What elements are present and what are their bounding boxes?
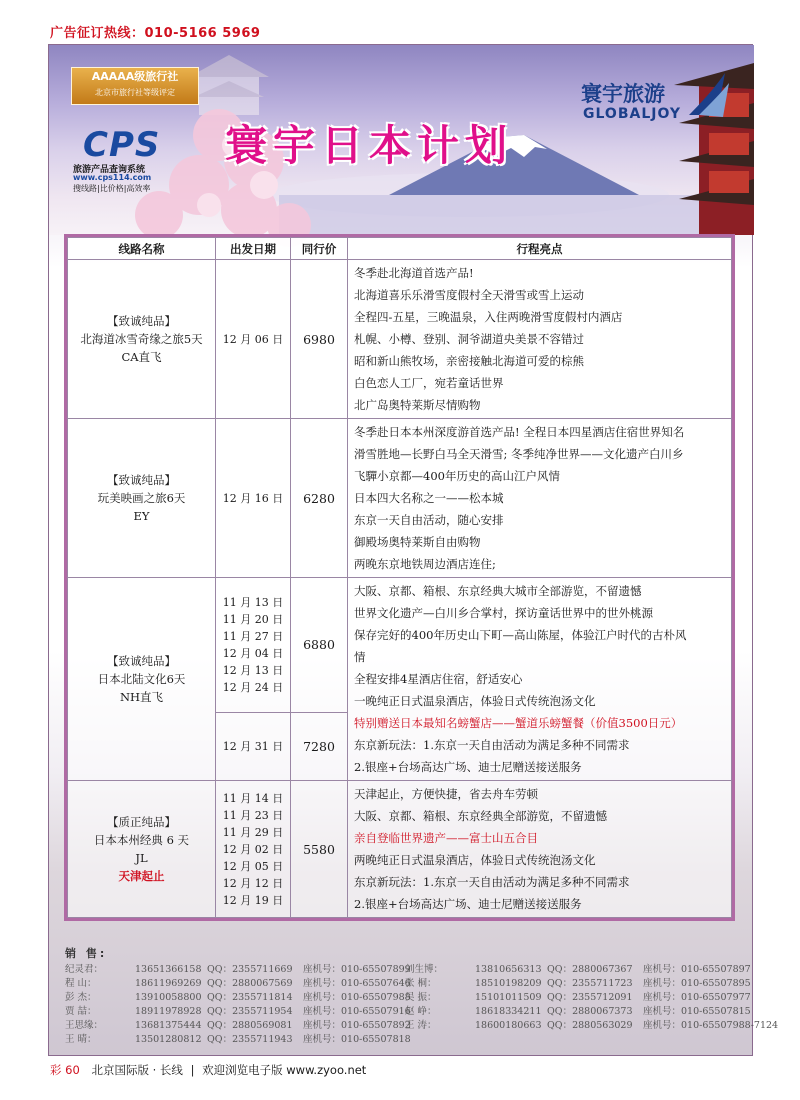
edition-label: 北京国际版 · 长线 <box>91 1063 183 1077</box>
sales-landline: 座机号：010-65507977 <box>643 992 751 1003</box>
sales-landline: 座机号：010-65507892 <box>303 1020 411 1031</box>
sales-landline: 座机号：010-65507916 <box>303 1006 411 1017</box>
highlight-line: 飞驒小京都—400年历史的高山江户风情 <box>354 469 560 483</box>
highlight-line: 一晚纯正日式温泉酒店，体验日式传统泡汤文化 <box>354 694 596 708</box>
highlight-line: 滑雪胜地—长野白马全天滑雪; 冬季纯净世界——文化遗产白川乡 <box>354 447 684 461</box>
sales-heading: 销 售: <box>65 947 108 960</box>
footer-website: 欢迎浏览电子版 www.zyoo.net <box>202 1063 367 1077</box>
departure-date-cell: 12 月 31 日 <box>216 712 291 780</box>
route-title: 日本北陆文化6天 <box>97 672 186 686</box>
route-name-cell <box>68 260 216 419</box>
highlight-line: 情 <box>354 650 366 664</box>
sales-qq: QQ：2880067367 <box>547 964 633 975</box>
sales-name: 赵 峥： <box>405 1006 437 1017</box>
route-brand: 【致诚纯品】 <box>107 654 176 668</box>
route-name-cell <box>68 419 216 578</box>
departure-date: 11 月 20 日 <box>222 612 284 626</box>
departure-date: 12 月 05 日 <box>222 859 284 873</box>
sales-name: 程 山： <box>65 978 97 989</box>
aaaaa-badge <box>71 67 199 105</box>
route-brand: 【致诚纯品】 <box>107 314 176 328</box>
highlight-line-promo: 特别赠送日本最知名螃蟹店——蟹道乐螃蟹餐（价值3500日元） <box>354 716 683 730</box>
price-cell: 6880 <box>291 578 348 713</box>
sales-landline: 座机号：010-65507988-7124 <box>643 1020 779 1031</box>
departure-date: 12 月 02 日 <box>222 842 284 856</box>
cps-logo: CPS <box>83 125 161 165</box>
route-airline: CA直飞 <box>121 350 162 364</box>
highlight-line: 天津起止，方便快捷，省去舟车劳顿 <box>354 787 538 801</box>
route-table <box>67 237 732 918</box>
sales-qq: QQ：2355711943 <box>207 1034 293 1045</box>
sales-qq: QQ：2880569081 <box>207 1020 293 1031</box>
sales-name: 王思缘： <box>65 1020 104 1031</box>
departure-date: 12 月 24 日 <box>222 680 284 694</box>
globaljoy-brand-cn: 寰宇旅游 <box>581 82 665 106</box>
cps-website: www.cps114.com <box>73 173 152 182</box>
highlight-line: 保存完好的400年历史山下町—高山陈屋，体验江户时代的古朴风 <box>354 628 687 642</box>
highlight-line: 两晚东京地铁周边酒店连住; <box>354 557 496 571</box>
highlight-line: 东京新玩法：1.东京一天自由活动为满足多种不同需求 <box>354 738 630 752</box>
highlight-line: 2.银座+台场高达广场、迪士尼赠送接送服务 <box>354 897 582 911</box>
highlight-line: 世界文化遗产—白川乡合掌村，探访童话世界中的世外桃源 <box>354 606 653 620</box>
sales-mobile: 18611969269 <box>135 978 202 989</box>
departure-date: 11 月 13 日 <box>222 595 284 609</box>
highlights-cell <box>348 578 732 781</box>
highlights-cell <box>348 419 732 578</box>
sales-landline: 座机号：010-65507988 <box>303 992 411 1003</box>
table-row <box>68 260 732 419</box>
sales-row <box>65 1019 779 1033</box>
sales-mobile: 13651366158 <box>135 964 202 975</box>
highlight-line: 东京新玩法：1.东京一天自由活动为满足多种不同需求 <box>354 875 630 889</box>
highlight-line-promo: 亲自登临世界遗产——富士山五合目 <box>354 831 538 845</box>
sales-qq: QQ：2355712091 <box>547 992 633 1003</box>
route-name-cell <box>68 578 216 781</box>
route-airline: NH直飞 <box>119 690 164 704</box>
banner <box>49 45 754 235</box>
route-brand: 【质正纯品】 <box>107 815 176 829</box>
sales-mobile: 15101011509 <box>475 992 542 1003</box>
route-airline: EY <box>133 509 150 523</box>
departure-date: 11 月 27 日 <box>222 629 284 643</box>
cps-slogan: 搜线路|比价格|高效率 <box>73 184 151 193</box>
header-peer-price: 同行价 <box>291 238 348 260</box>
sales-landline: 座机号：010-65507818 <box>303 1034 411 1045</box>
highlights-cell <box>348 260 732 419</box>
highlight-line: 大阪、京都、箱根、东京经典全部游览，不留遗憾 <box>354 809 607 823</box>
departure-date: 11 月 23 日 <box>222 808 284 822</box>
price-cell: 5580 <box>291 781 348 918</box>
price-cell: 6280 <box>291 419 348 578</box>
highlight-line: 东京一天自由活动，随心安排 <box>354 513 504 527</box>
sales-name: 王 涛： <box>405 1020 437 1031</box>
cps-tagline: 旅游产品查询系统 <box>73 165 146 175</box>
route-airline: JL <box>135 851 148 865</box>
sales-landline: 座机号：010-65507815 <box>643 1006 751 1017</box>
sales-mobile: 13810656313 <box>475 964 542 975</box>
sales-row <box>65 1005 751 1019</box>
highlight-line: 日本四大名称之一——松本城 <box>354 491 504 505</box>
highlight-line: 御殿场奥特莱斯自由购物 <box>354 535 481 549</box>
castle-illustration <box>189 55 269 115</box>
highlight-line: 冬季赴北海道首选产品! <box>354 266 474 280</box>
sales-qq: QQ：2880067569 <box>207 978 293 989</box>
departure-date: 12 月 19 日 <box>222 893 284 907</box>
table-row <box>68 419 732 578</box>
header-route-name: 线路名称 <box>68 238 216 260</box>
sales-mobile: 13681375444 <box>135 1020 202 1031</box>
departure-date-cell <box>216 578 291 713</box>
sales-name: 贾 喆： <box>65 1006 97 1017</box>
highlight-line: 白色恋人工厂，宛若童话世界 <box>354 376 504 390</box>
highlight-line: 冬季赴日本本州深度游首选产品! 全程日本四星酒店住宿世界知名 <box>354 425 685 439</box>
sales-contacts <box>65 945 779 1047</box>
sales-qq: QQ：2355711669 <box>207 964 293 975</box>
sales-name: 张 桐： <box>405 978 437 989</box>
page-frame <box>48 44 779 1056</box>
departure-date: 12 月 13 日 <box>222 663 284 677</box>
sales-landline: 座机号：010-65507646 <box>303 978 411 989</box>
footer-separator: | <box>190 1063 195 1077</box>
highlight-line: 昭和新山熊牧场，亲密接触北海道可爱的棕熊 <box>354 354 584 368</box>
route-brand: 【致诚纯品】 <box>107 473 176 487</box>
highlight-line: 全程四-五星，三晚温泉，入住两晚滑雪度假村内酒店 <box>354 310 623 324</box>
sales-name: 吴 振： <box>405 992 437 1003</box>
badge-subtitle: 北京市旅行社等级评定 <box>95 88 175 97</box>
sales-row <box>65 991 751 1005</box>
departure-date-cell <box>216 781 291 918</box>
departure-date: 11 月 29 日 <box>222 825 284 839</box>
sales-qq: QQ：2880067373 <box>547 1006 633 1017</box>
highlights-cell <box>348 781 732 918</box>
departure-date: 12 月 04 日 <box>222 646 284 660</box>
price-cell: 7280 <box>291 712 348 780</box>
sales-qq: QQ：2880563029 <box>547 1020 633 1031</box>
sales-landline: 座机号：010-65507895 <box>643 978 751 989</box>
highlight-line: 大阪、京都、箱根、东京经典大城市全部游览，不留遗憾 <box>354 584 642 598</box>
sales-mobile: 18911978928 <box>135 1006 202 1017</box>
sales-name: 彭 杰： <box>65 992 97 1003</box>
route-title: 日本本州经典 6 天 <box>93 833 190 847</box>
sales-mobile: 13501280812 <box>135 1034 202 1045</box>
highlight-line: 札幌、小樽、登别、洞爷湖道央美景不容错过 <box>354 332 584 346</box>
sales-mobile: 13910058800 <box>135 992 202 1003</box>
badge-title: AAAAA级旅行社 <box>91 70 179 83</box>
page-footer <box>50 1062 366 1078</box>
highlight-line: 全程安排4星酒店住宿，舒适安心 <box>354 672 523 686</box>
departure-date: 12 月 12 日 <box>222 876 284 890</box>
table-row <box>68 578 732 713</box>
header-departure-date: 出发日期 <box>216 238 291 260</box>
sales-row <box>65 1033 745 1047</box>
header-highlights: 行程亮点 <box>348 238 732 260</box>
ad-hotline: 广告征订热线：010-5166 5969 <box>50 26 261 41</box>
sales-row <box>65 977 751 991</box>
table-header-row <box>68 238 732 260</box>
departure-date: 11 月 14 日 <box>222 791 284 805</box>
highlight-line: 北海道喜乐乐滑雪度假村全天滑雪或雪上运动 <box>354 288 584 302</box>
highlight-line: 2.银座+台场高达广场、迪士尼赠送接送服务 <box>354 760 582 774</box>
sales-mobile: 18618334211 <box>475 1006 542 1017</box>
highlight-line: 北广岛奥特莱斯尽情购物 <box>354 398 481 412</box>
sales-mobile: 18600180663 <box>475 1020 542 1031</box>
sales-landline: 座机号：010-65507899 <box>303 964 411 975</box>
sales-qq: QQ：2355711954 <box>207 1006 293 1017</box>
sales-qq: QQ：2355711814 <box>207 992 293 1003</box>
page-number: 彩 60 <box>50 1063 80 1077</box>
departure-date-cell: 12 月 06 日 <box>216 260 291 419</box>
departure-date-cell: 12 月 16 日 <box>216 419 291 578</box>
globaljoy-brand-en: GLOBALJOY <box>583 106 681 122</box>
price-cell: 6980 <box>291 260 348 419</box>
table-row <box>68 781 732 918</box>
sales-qq: QQ：2355711723 <box>547 978 633 989</box>
route-title: 玩美映画之旅6天 <box>97 491 186 505</box>
highlight-line: 两晚纯正日式温泉酒店，体验日式传统泡汤文化 <box>354 853 596 867</box>
route-title: 北海道冰雪奇缘之旅5天 <box>80 332 203 346</box>
sales-landline: 座机号：010-65507897 <box>643 964 751 975</box>
page-title: 寰宇日本计划 <box>225 121 514 170</box>
sales-name: 纪灵君： <box>65 964 104 975</box>
route-name-cell <box>68 781 216 918</box>
sales-mobile: 18510198209 <box>475 978 542 989</box>
sales-name: 刘生博： <box>405 964 444 975</box>
sales-row <box>65 963 751 977</box>
route-tianjin-note: 天津起止 <box>118 869 165 883</box>
sales-name: 王 晴： <box>65 1034 97 1045</box>
